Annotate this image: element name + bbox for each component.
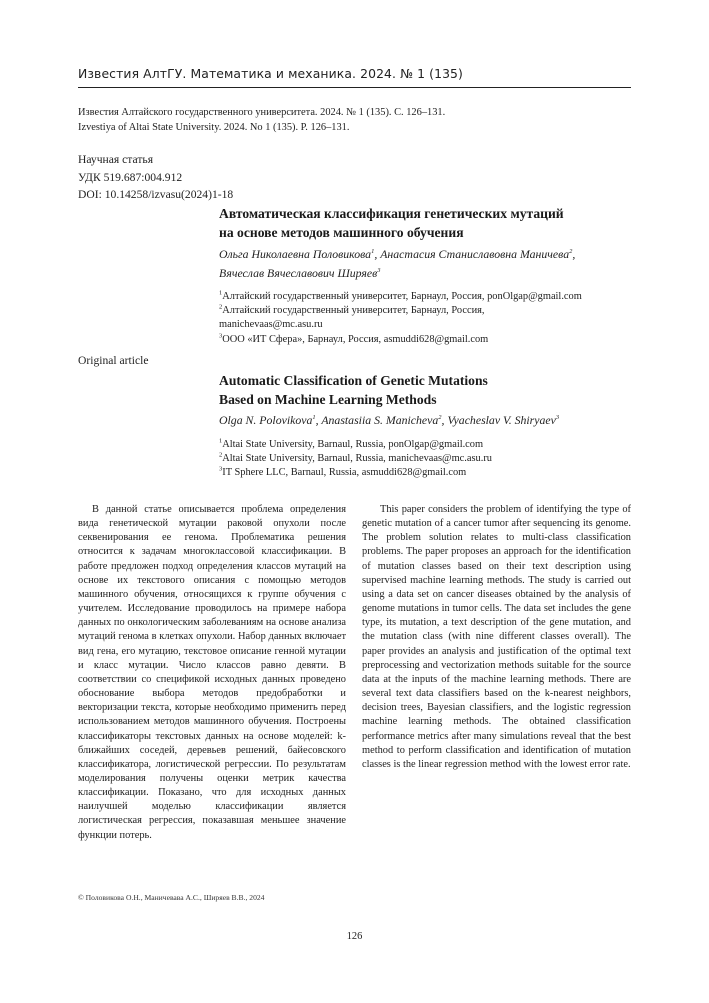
udc-code: УДК 519.687:004.912: [78, 170, 183, 184]
title-ru-line2: на основе методов машинного обучения: [219, 225, 464, 240]
affiliation-ru: $^3$ООО «ИТ Сфера», Барнаул, Россия, asmuddi628@gmail.com: [219, 332, 489, 345]
citation-ru: Известия Алтайского государственного университета. 2024. № 1 (135). С. 126–131.: [78, 107, 446, 118]
affiliation-en: $^2$Altai State University, Barnaul, Russia, manichevaas@mc.asu.ru: [219, 451, 493, 465]
citation-block: [78, 105, 445, 135]
affiliation-ru: $^1$Алтайский государственный университет, Барнаул, Россия, ponOlgap@gmail.com: [219, 289, 582, 302]
abstract-en: This paper considers the problem of identifying the type of genetic mutation of a cancer tumor after sequencing its genome. The problem solution relates to multi-class classification problems. The paper proposes an approach for the identification of mutation classes based on their text description using supervised machine learning methods. The study is carried out using a data set on cancer diseases obtained by the analysis of genome mutations in tumor cells. The data set includes the gene type, its mutation, a text description of the gene mutation, and the mutation class (with nine different classes overall). The paper provides an analysis and justification of the optimal text preprocessing and vectorization methods suitable for the source data at the inputs of the machine learning methods. There are several text data classifiers based on the k-nearest neighbors, decision trees, Bayesian classifiers, and the logistic regression machine learning methods. The obtained classification performance metrics after many simulations reveal that the best method to perform classification and identification of mutation classes is the linear regression method with the lowest error rate.: [362, 504, 631, 770]
article-type-en: Original article: [78, 354, 149, 367]
affiliations-ru: [219, 290, 639, 347]
article-meta: [78, 151, 233, 204]
author-ru: Вячеслав Вячеславович Ширяев$^3$: [219, 266, 381, 280]
title-ru-line1: Автоматическая классификация генетических мутаций: [219, 206, 564, 221]
author-en: Anastasiia S. Manicheva$^2$,: [321, 413, 448, 427]
author-ru: Ольга Николаевна Половикова$^1$,: [219, 247, 381, 261]
author-en: Olga N. Polovikova$^1$,: [219, 413, 322, 427]
affiliation-ru-continued: manichevaas@mc.asu.ru: [219, 319, 323, 331]
citation-en: Izvestiya of Altai State University. 2024. No 1 (135). P. 126–131.: [78, 122, 350, 133]
affiliation-en: $^1$Altai State University, Barnaul, Russia, ponOlgap@gmail.com: [219, 437, 484, 450]
affiliation-en: $^3$IT Sphere LLC, Barnaul, Russia, asmuddi628@gmail.com: [219, 465, 467, 479]
doi-link[interactable]: DOI: 10.14258/izvasu(2024)1-18: [78, 188, 234, 201]
authors-ru: [219, 245, 639, 283]
page-number: 126: [346, 931, 363, 942]
affiliation-ru: $^2$Алтайский государственный университет, Барнаул, Россия,: [219, 303, 485, 317]
title-en-line1: Automatic Classification of Genetic Mutations: [219, 373, 488, 388]
copyright-notice: © Половикова О.Н., Маничевава А.С., Ширяев В.В., 2024: [78, 893, 265, 902]
affiliations-en: [219, 438, 639, 481]
running-head: Известия АлтГУ. Математика и механика. 2024. № 1 (135): [78, 66, 631, 88]
author-en: Vyacheslav V. Shiryaev$^3$: [447, 413, 560, 427]
title-ru: [219, 204, 639, 242]
article-type-ru: Научная статья: [78, 153, 154, 166]
abstract-ru: В данной статье описывается проблема определения вида генетической мутации раковой опухоли после секвенирования ее генома. Проблематика решения относится к задачам многоклассовой классификации. В работе предложен подход определения классов мутаций на основе их текстового описания с помощью методов машинного обучения, относящихся к группе обучения с учителем. Исследование проводилось на примере набора данных по онкологическим заболеваниям на основе анализа мутаций генома в клетках опухоли. Набор данных включает вид гена, его мутацию, текстовое описание генной мутации и класс мутации. Число классов равно девяти. В соответствии со спецификой исходных данных проведено обоснование выбора методов предобработки и векторизации текста, которые необходимо применить перед использованием методов машинного обучения. Построены классификаторы текстовых данных на основе моделей: k-ближайших соседей, деревьев решений, байесовского классификатора, логистической регрессии. По результатам моделирования получены оценки метрик качества классификации. Показано, что для исходных данных наилучшей моделью классификации является логистическая регрессия, показавшая меньшее значение функции потерь.: [78, 504, 346, 841]
authors-en: [219, 412, 639, 429]
author-ru: Анастасия Станиславовна Маничева$^2$,: [380, 247, 576, 261]
title-en-line2: Based on Machine Learning Methods: [219, 392, 437, 407]
title-en: [219, 371, 639, 409]
